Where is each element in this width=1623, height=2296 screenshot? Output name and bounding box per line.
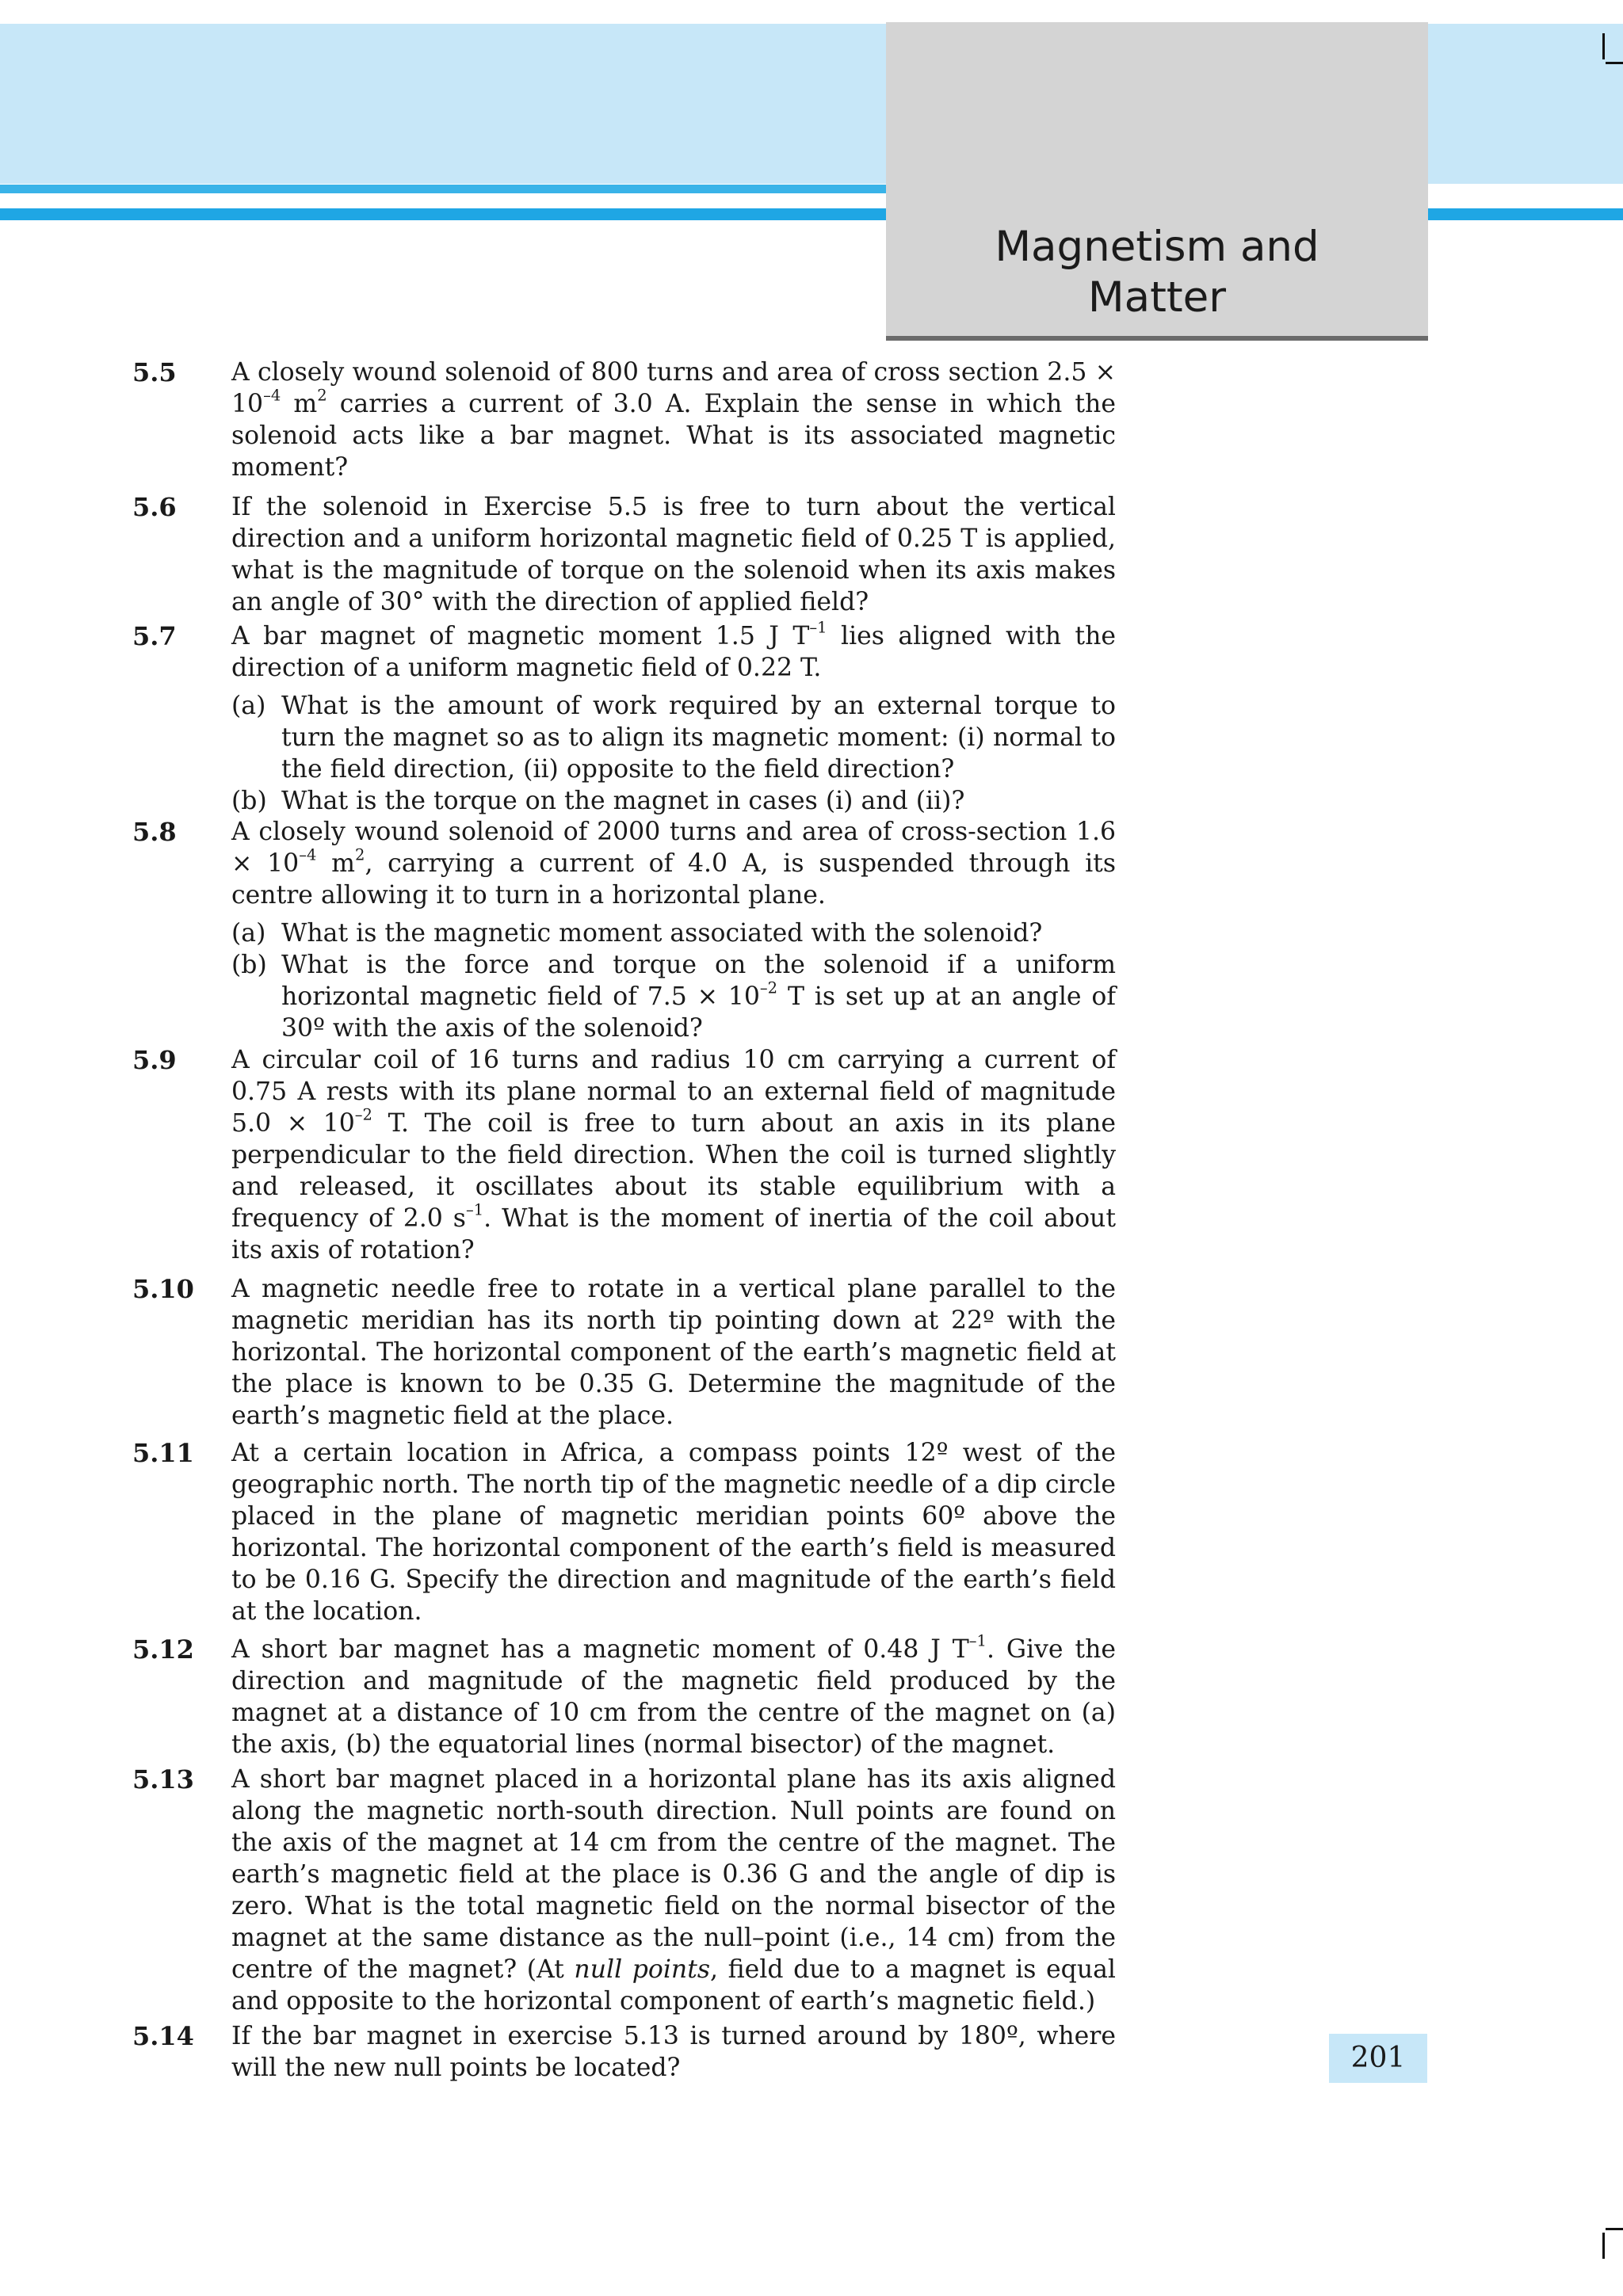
exercise-text: A short bar magnet placed in a horizontal plane has its axis aligned along the magnetic north-south direction. Null points are found on the axis of the magnet at 14 cm from the centre of the magnet. The earth’s magnetic field at the place is 0.36 G and the angle of dip is zero. What is the total magnetic field on the normal bisector of the magnet at the same distance as the null–point (i.e., 14 cm) from the centre of the magnet? (At null points, field due to a magnet is equal and opposite to the horizontal component of earth’s magnetic field.)	[231, 1765, 1116, 2016]
exercise-number: 5.12	[132, 1634, 194, 1665]
exercise-number: 5.7	[132, 621, 177, 651]
exercise-text: At a certain location in Africa, a compass points 12º west of the geographic north. The north tip of the magnetic needle of a dip circle placed in the plane of magnetic meridian points 60º above the horizontal. The horizontal component of the earth’s field is measured to be 0.16 G. Specify the direction and magnitude of the earth’s field at the location.	[231, 1439, 1116, 1626]
chapter-title-line: Matter	[1087, 273, 1227, 322]
exercise-number: 5.6	[132, 492, 177, 522]
exercise-number: 5.11	[132, 1438, 194, 1468]
exercise-text: If the solenoid in Exercise 5.5 is free to turn about the vertical direction and a uniform horizontal magnetic field of 0.25 T is applied, what is the magnitude of torque on the solenoid when its axis makes an angle of 30° with the direction of applied field?	[231, 493, 1116, 616]
crop-mark	[1606, 62, 1623, 64]
chapter-title-line: Magnetism and	[995, 223, 1319, 271]
exercise-number: 5.10	[132, 1274, 194, 1304]
exercise-text: A closely wound solenoid of 2000 turns and area of cross-section $1.6 \times 10^{-4}$ $m^2$, carrying a current of 4.0 A, is suspended through its centre allowing it to turn in a horizontal plane. (a) What is the magnetic moment associated with the solenoid? (b) What is the force and torque on the solenoid if a uniform horizontal magnetic field of $7.5 \times 10^{-2}$ T is set up at an angle of 30º with the axis of the solenoid?	[231, 818, 1117, 1043]
exercise-subpart: (b) What is the force and torque on the solenoid if a uniform horizontal magnetic field of $7.5 \times 10^{-2}$ T is set up at an angle of 30º with the axis of the solenoid?	[231, 951, 1116, 1043]
exercise-subpart: (a) What is the amount of work required by an external torque to turn the magnet so as to align its magnetic moment: (i) normal to the field direction, (ii) opposite to the field direction?	[231, 692, 1116, 784]
exercise-subpart: (b) What is the torque on the magnet in cases (i) and (ii)?	[231, 787, 965, 815]
exercise-number: 5.9	[132, 1045, 177, 1075]
crop-mark	[1606, 2228, 1623, 2230]
exercise-text: If the bar magnet in exercise 5.13 is turned around by 180º, where will the new null points be located?	[231, 2022, 1116, 2082]
exercise-text: A magnetic needle free to rotate in a vertical plane parallel to the magnetic meridian has its north tip pointing down at 22º with the horizontal. The horizontal component of the earth’s magnetic field at the place is known to be 0.35 G. Determine the magnitude of the earth’s magnetic field at the place.	[231, 1275, 1116, 1430]
exercise-text: A bar magnet of magnetic moment 1.5 J $T^{-1}$ lies aligned with the direction of a uniform magnetic field of 0.22 T. (a) What is the amount of work required by an external torque to turn the magnet so as to align its magnetic moment: (i) normal to the field direction, (ii) opposite to the field direction? (b) What is the torque on the magnet in cases (i) and (ii)?	[231, 618, 1116, 815]
exercise-number: 5.13	[132, 1764, 194, 1794]
page-number: 201	[1329, 2034, 1427, 2083]
exercise-text: A circular coil of 16 turns and radius 10 cm carrying a current of 0.75 A rests with its plane normal to an external field of magnitude $5.0 \times 10^{-2}$ T. The coil is free to turn about an axis in its plane perpendicular to the field direction. When the coil is turned slightly and released, it oscillates about its stable equilibrium with a frequency of 2.0 $s^{-1}$. What is the moment of inertia of the coil about its axis of rotation?	[231, 1046, 1116, 1264]
crop-mark	[1602, 2233, 1605, 2259]
chapter-title	[886, 222, 1428, 323]
crop-mark	[1602, 33, 1605, 59]
exercise-number: 5.5	[132, 357, 177, 387]
exercise-number: 5.8	[132, 817, 177, 847]
exercise-text: A closely wound solenoid of 800 turns and area of cross section $2.5 \times 10^{-4}$ $m^2$ carries a current of 3.0 A. Explain the sense in which the solenoid acts like a bar magnet. What is its associated magnetic moment?	[231, 358, 1116, 482]
exercise-text: A short bar magnet has a magnetic moment of 0.48 J $T^{-1}$. Give the direction and magnitude of the magnetic field produced by the magnet at a distance of 10 cm from the centre of the magnet on (a) the axis, (b) the equatorial lines (normal bisector) of the magnet.	[231, 1631, 1117, 1759]
exercise-number: 5.14	[132, 2021, 194, 2051]
exercise-subpart: (a) What is the magnetic moment associated with the solenoid?	[231, 919, 1043, 948]
header-rule	[0, 185, 888, 193]
